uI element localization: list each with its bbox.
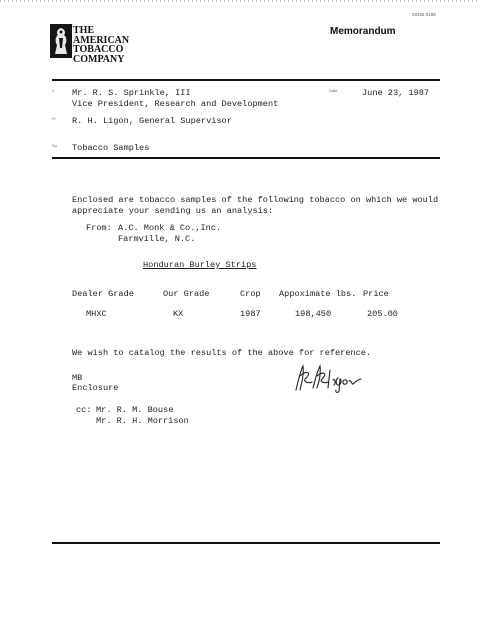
table-header-row (72, 284, 403, 304)
company-name-line: COMPANY (73, 53, 125, 65)
cc-recipient: Mr. R. H. Morrison (96, 416, 189, 426)
subject-label-mark: Su (52, 143, 57, 148)
cc-label: cc: (76, 405, 92, 415)
grades-table (72, 284, 403, 324)
company-name-line: TOBACCO (73, 44, 124, 55)
table-cell: 205.00 (367, 309, 398, 319)
product-name: Honduran Burley Strips (143, 260, 257, 270)
column-header: Price (363, 289, 389, 299)
enclosure-note: Enclosure (72, 383, 119, 393)
cc-recipient: Mr. R. M. Bouse (96, 405, 174, 415)
company-logo-icon (50, 24, 72, 58)
recipient-name: Mr. R. S. Sprinkle, III (72, 88, 191, 98)
signature-icon (286, 360, 366, 396)
supplier-label: From: (86, 223, 112, 233)
column-header: Crop (240, 289, 261, 299)
from-label-mark: Fr (52, 116, 56, 121)
memo-date: June 23, 1987 (362, 88, 430, 98)
intro-line: appreciate your sending us an analysis: (72, 206, 274, 216)
column-header: Appoximate lbs. (279, 289, 357, 299)
supplier-name: A.C. Monk & Co.,Inc. (118, 223, 222, 233)
table-row (72, 304, 403, 324)
table-cell: KX (173, 309, 184, 319)
footer-rule (52, 542, 440, 544)
column-header: Dealer Grade (72, 289, 134, 299)
company-name-line: THE (73, 25, 95, 36)
subject: Tobacco Samples (72, 143, 150, 153)
closing-line: We wish to catalog the results of the above for reference. (72, 348, 372, 358)
recipient-title: Vice President, Research and Development (72, 99, 279, 109)
company-name-line: AMERICAN (73, 34, 130, 46)
column-header: Our Grade (163, 289, 210, 299)
intro-line: Enclosed are tobacco samples of the following tobacco on which we would (72, 195, 439, 205)
sender: R. H. Ligon, General Supervisor (72, 116, 232, 126)
table-cell: 198,450 (295, 309, 332, 319)
supplier-location: Farmville, N.C. (118, 234, 196, 244)
table-cell: 1987 (240, 309, 261, 319)
header-top-rule (52, 79, 440, 81)
scan-edge-dots (0, 0, 480, 2)
table-cell: MHXC (86, 309, 107, 319)
memo-title: Memorandum (330, 26, 396, 37)
header-bottom-rule (52, 157, 440, 159)
document-id: 03425 0186 (412, 12, 436, 17)
date-label: Date (329, 88, 338, 93)
company-name (73, 26, 129, 64)
to-label-mark: 1 (52, 88, 55, 93)
typist-initials: MB (72, 373, 83, 383)
